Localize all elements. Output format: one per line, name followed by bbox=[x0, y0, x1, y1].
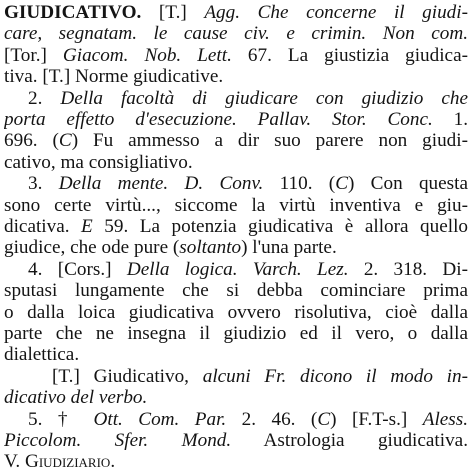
text-run: parte che ne insegna il giudizio ed il vero, o dalla bbox=[4, 323, 468, 344]
text-run: ) Con questa bbox=[348, 173, 468, 195]
text-run: 110. ( bbox=[263, 173, 336, 195]
text-run: 696. ( bbox=[4, 130, 59, 152]
text-run: 5. † bbox=[28, 408, 94, 430]
text-run: Astrologia giudicativa. bbox=[231, 430, 468, 451]
text-run: sono certe virtù..., siccome la virtù inventiva e giu- bbox=[4, 194, 468, 216]
text-run: o dalla loica giudicativa ovvero risolutiva, cioè dalla bbox=[4, 301, 468, 323]
text-run: Ott. Com. Par. bbox=[93, 408, 227, 430]
text-run: Della facoltà di giudicare con giudizio che bbox=[60, 87, 468, 109]
text-run: 3. bbox=[28, 173, 59, 195]
text-run: 1. bbox=[432, 109, 468, 130]
text-run: C bbox=[58, 130, 72, 152]
text-run: porta effetto d'esecuzione. Pallav. Stor. Conc. bbox=[4, 109, 433, 130]
cross-reference: Giudiziario bbox=[24, 451, 111, 473]
text-run: care, segnatam. le cause civ. e crimin. Non com. bbox=[4, 23, 468, 45]
text-run: dicativa. bbox=[4, 216, 82, 237]
text-run: dialettica. bbox=[4, 344, 80, 366]
text-run: soltanto bbox=[179, 237, 242, 259]
text-run: tiva. [T.] Norme giudicative. bbox=[4, 66, 224, 88]
text-run: Giacom. Nob. Lett. bbox=[62, 44, 232, 66]
text-run: 2. 46. ( bbox=[226, 408, 318, 430]
text-run: dicativo del verbo. bbox=[4, 387, 148, 409]
headword: GIUDICATIVO. bbox=[4, 2, 142, 23]
text-run: cativo, ma consigliativo. bbox=[4, 151, 193, 173]
text-run: 59. La potenzia giudicativa è allora quello bbox=[92, 216, 468, 237]
text-run: . bbox=[110, 451, 116, 473]
text-run: Aless. bbox=[422, 408, 468, 430]
text-run: ) [F.T-s.] bbox=[330, 408, 423, 430]
text-run: [Tor.] bbox=[4, 44, 63, 66]
text-run: [T.] bbox=[141, 2, 205, 23]
text-run: [T.] Giudicativo, bbox=[52, 365, 203, 387]
text-run: ) Fu ammesso a dir suo parere non giudi- bbox=[71, 130, 468, 152]
text-run: C bbox=[335, 173, 348, 195]
text-run: 67. La giustizia giudica- bbox=[231, 44, 468, 66]
text-run: E bbox=[81, 216, 93, 237]
text-run: C bbox=[317, 408, 331, 430]
text-run: Piccolom. Sfer. Mond. bbox=[4, 430, 232, 451]
text-run: Della mente. D. Conv. bbox=[58, 173, 264, 195]
text-run: Della logica. Varch. Lez. bbox=[126, 258, 349, 280]
text-run: ) l'una parte. bbox=[241, 237, 337, 259]
text-run: V. bbox=[4, 451, 25, 473]
text-run: giudice, che ode pure ( bbox=[4, 237, 180, 259]
text-run: alcuni Fr. dicono il modo in- bbox=[202, 365, 468, 387]
text-run: 4. [Cors.] bbox=[28, 258, 127, 280]
text-run: sputasi lungamente che si debba cominciare prima bbox=[4, 280, 468, 302]
text-run: 2. 318. Di- bbox=[348, 258, 468, 280]
text-run: Agg. Che concerne il giudi- bbox=[204, 2, 468, 23]
text-line bbox=[4, 449, 468, 475]
text-run: 2. bbox=[28, 87, 61, 109]
